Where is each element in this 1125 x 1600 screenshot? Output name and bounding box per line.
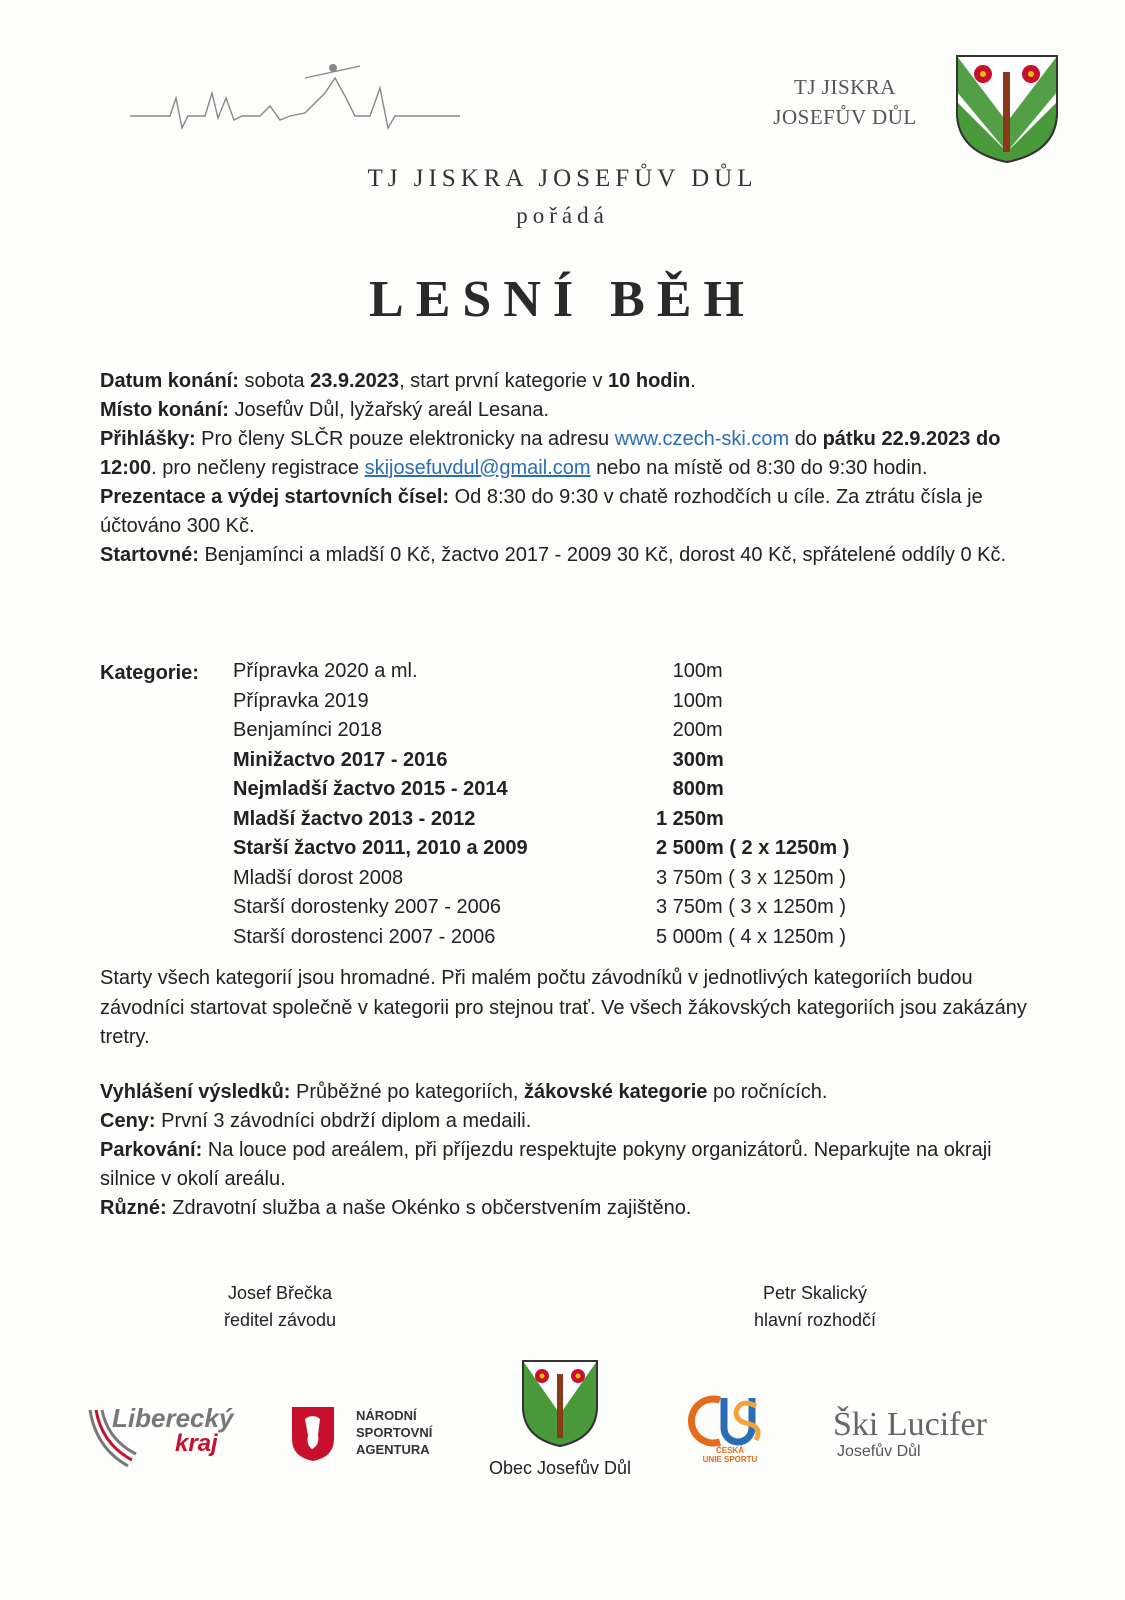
organizes-text: pořádá bbox=[516, 203, 609, 228]
registration-line: Přihlášky: Pro členy SLČR pouze elektronicky na adresu www.czech-ski.com do pátku 22.9.2023 do 12:00. pro nečleny registrace skijosefuvdul@gmail.com nebo na místě od 8:30 do 9:30 hodin. bbox=[100, 428, 1001, 479]
club-name-line1: TJ JISKRA bbox=[794, 75, 896, 99]
category-row: Benjamínci 2018 200m bbox=[233, 719, 723, 741]
parking-line: Parkování: Na louce pod areálem, při příjezdu respektujte pokyny organizátorů. Neparkujte na okraji silnice v okolí areálu. bbox=[100, 1139, 992, 1190]
liberecky-kraj-text-2: kraj bbox=[175, 1430, 218, 1457]
results-block bbox=[100, 1078, 1040, 1223]
date-line: Datum konání: sobota 23.9.2023, start první kategorie v 10 hodin. bbox=[100, 370, 696, 392]
category-row: Mladší dorost 2008 3 750m ( 3 x 1250m ) bbox=[233, 866, 847, 889]
category-row: Přípravka 2019 100m bbox=[233, 689, 723, 712]
club-name-line2: JOSEFŮV DŮL bbox=[773, 105, 917, 129]
signature-director bbox=[200, 1280, 360, 1334]
event-info bbox=[100, 367, 1040, 570]
results-line: Vyhlášení výsledků: Průběžné po kategoriích, žákovské kategorie po ročnících. bbox=[100, 1081, 828, 1103]
category-row: Mladší žactvo 2013 - 2012 1 250m bbox=[233, 807, 724, 830]
category-row: Starší žactvo 2011, 2010 a 2009 2 500m ( 2 x 1250m ) bbox=[233, 837, 850, 859]
place-line: Místo konání: Josefův Důl, lyžařský areál Lesana. bbox=[100, 399, 550, 421]
liberecky-kraj-text-1: Liberecký bbox=[112, 1403, 234, 1433]
category-row: Starší dorostenky 2007 - 2006 3 750m ( 3 x 1250m ) bbox=[233, 896, 847, 918]
email-link[interactable]: skijosefuvdul@gmail.com bbox=[364, 457, 591, 479]
obec-label: Obec Josefův Důl bbox=[488, 1458, 632, 1478]
categories-list bbox=[233, 660, 933, 955]
ceska-unie-sportu-logo-icon bbox=[680, 1392, 768, 1448]
categories-label: Kategorie: bbox=[100, 662, 199, 684]
event-title: LESNÍ BĚH bbox=[369, 271, 756, 328]
category-row: Starší dorostenci 2007 - 2006 5 000m ( 4 x 1250m ) bbox=[233, 925, 847, 948]
organizer-title: TJ JISKRA JOSEFŮV DŮL bbox=[367, 165, 758, 192]
ski-lucifer-subtitle: Josefův Důl bbox=[837, 1443, 921, 1460]
misc-line: Různé: Zdravotní služba a naše Okénko s občerstvením zajištěno. bbox=[100, 1197, 692, 1219]
nsa-lion-shield-icon bbox=[290, 1405, 336, 1463]
nsa-text: NÁRODNÍ SPORTOVNÍ AGENTURA bbox=[356, 1408, 433, 1457]
category-row: Přípravka 2020 a ml. 100m bbox=[233, 660, 723, 682]
ski-pulse-logo bbox=[130, 58, 460, 133]
ski-lucifer-logo: Ški Lucifer bbox=[833, 1406, 987, 1443]
cus-text: ČESKÁ UNIE SPORTU bbox=[702, 1446, 758, 1464]
category-row: Minižactvo 2017 - 2016 300m bbox=[233, 748, 724, 771]
signature-referee bbox=[730, 1280, 900, 1334]
referee-role: hlavní rozhodčí bbox=[753, 1310, 877, 1330]
presentation-line: Prezentace a výdej startovních čísel: Od 8:30 do 9:30 v chatě rozhodčích u cíle. Za ztrátu čísla je účtováno 300 Kč. bbox=[100, 486, 983, 537]
club-name-block bbox=[760, 72, 930, 132]
category-row: Nejmladší žactvo 2015 - 2014 800m bbox=[233, 778, 724, 800]
obec-crest-icon bbox=[520, 1358, 600, 1448]
prizes-line: Ceny: První 3 závodníci obdrží diplom a medaili. bbox=[100, 1110, 532, 1132]
referee-name: Petr Skalický bbox=[762, 1283, 868, 1303]
fee-line: Startovné: Benjamínci a mladší 0 Kč, žactvo 2017 - 2009 30 Kč, dorost 40 Kč, spřátelené oddíly 0 Kč. bbox=[100, 544, 1007, 566]
czech-ski-link[interactable]: www.czech-ski.com bbox=[614, 428, 790, 450]
starts-paragraph: Starty všech kategorií jsou hromadné. Při malém počtu závodníků v jednotlivých kategoriích budou závodníci startovat společně v kategorii pro stejnou trať. Ve všech žákovských kategoriích jsou zakázány tretry. bbox=[100, 967, 1027, 1048]
josefuv-dul-crest-icon bbox=[953, 52, 1061, 164]
director-name: Josef Břečka bbox=[227, 1283, 333, 1303]
director-role: ředitel závodu bbox=[223, 1310, 337, 1330]
